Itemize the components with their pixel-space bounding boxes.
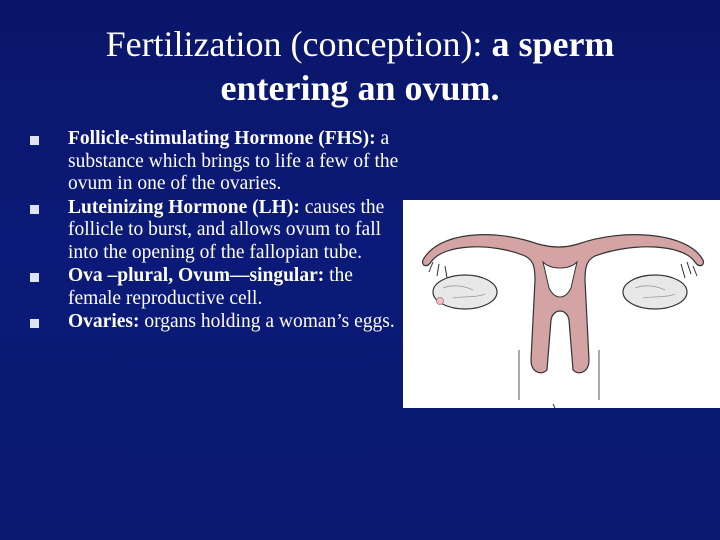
bullet-text: causes the follicle to burst, and allows ovum to fall into the opening of the fallopian tube. [68, 196, 385, 263]
bullet-item-fsh [30, 128, 400, 196]
right-ovary [623, 275, 687, 309]
bullet-term: Follicle-stimulating Hormone (FHS): [68, 128, 376, 149]
square-bullet-icon [30, 205, 39, 214]
bullet-text: a substance which brings to life a few of the ovum in one of the ovaries. [68, 128, 399, 194]
left-fimbriae [429, 262, 447, 278]
bullet-item-ova [30, 265, 400, 310]
bullet-term: Ovaries: [68, 311, 140, 332]
title-normal: Fertilization (conception): [105, 24, 483, 64]
bullet-text: the female reproductive cell. [68, 265, 353, 309]
bullet-item-ovaries [30, 311, 400, 334]
square-bullet-icon [30, 273, 39, 282]
reproductive-system-diagram [403, 200, 720, 408]
bullet-text: organs holding a woman’s eggs. [139, 311, 395, 332]
bullet-item-lh [30, 197, 400, 265]
slide-title [40, 22, 680, 110]
title-bold: a sperm entering an ovum. [220, 24, 615, 108]
ovum [437, 298, 444, 305]
bullet-term: Luteinizing Hormone (LH): [68, 196, 300, 218]
bullet-term: Ova –plural, Ovum—singular: [68, 265, 325, 286]
bullet-list [30, 128, 400, 335]
square-bullet-icon [30, 319, 39, 328]
uterus-illustration [403, 200, 720, 408]
square-bullet-icon [30, 136, 39, 145]
right-fimbriae [681, 262, 697, 278]
